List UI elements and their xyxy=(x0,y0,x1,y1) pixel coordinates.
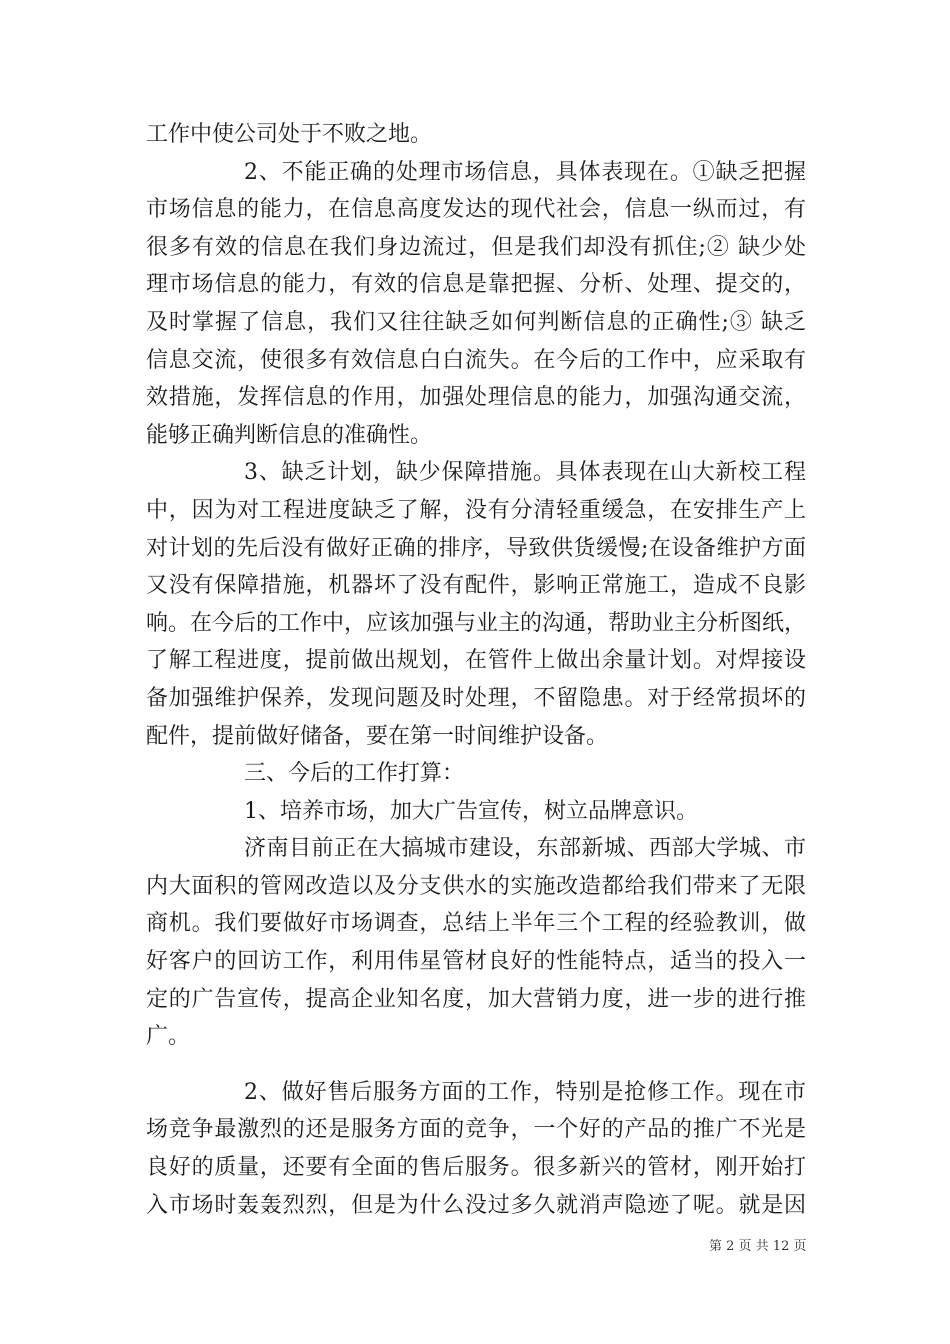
text-line: 商机。我们要做好市场调查，总结上半年三个工程的经验教训，做 xyxy=(146,911,806,937)
text-line: 对计划的先后没有做好正确的排序，导致供货缓慢;在设备维护方面 xyxy=(146,535,806,561)
text-line: 2、不能正确的处理市场信息，具体表现在。①缺乏把握 xyxy=(244,159,806,185)
text-line: 济南目前正在大搞城市建设，东部新城、西部大学城、市 xyxy=(244,836,806,862)
text-line: 3、缺乏计划，缺少保障措施。具体表现在山大新校工程 xyxy=(244,460,806,486)
text-line: 良好的质量，还要有全面的售后服务。很多新兴的管材，刚开始打 xyxy=(146,1155,806,1181)
text-line: 入市场时轰轰烈烈，但是为什么没过多久就消声隐迹了呢。就是因 xyxy=(146,1192,806,1218)
text-line: 场竞争最激烈的还是服务方面的竞争，一个好的产品的推广不光是 xyxy=(146,1117,806,1143)
text-line: 2、做好售后服务方面的工作，特别是抢修工作。现在市 xyxy=(244,1079,806,1105)
text-line: 市场信息的能力，在信息高度发达的现代社会，信息一纵而过，有 xyxy=(146,197,806,223)
text-line: 响。在今后的工作中，应该加强与业主的沟通，帮助业主分析图纸， xyxy=(146,610,807,636)
text-line: 又没有保障措施，机器坏了没有配件，影响正常施工，造成不良影 xyxy=(146,573,806,599)
text-line: 好客户的回访工作，利用伟星管材良好的性能特点，适当的投入一 xyxy=(146,949,806,975)
text-line: 理市场信息的能力，有效的信息是靠把握、分析、处理、提交的， xyxy=(146,272,806,298)
text-line: 很多有效的信息在我们身边流过，但是我们却没有抓住;② 缺少处 xyxy=(146,234,806,260)
text-line: 了解工程进度，提前做出规划，在管件上做出余量计划。对焊接设 xyxy=(146,648,806,674)
text-line: 中，因为对工程进度缺乏了解，没有分清轻重缓急，在安排生产上 xyxy=(146,497,806,523)
text-line: 能够正确判断信息的准确性。 xyxy=(146,422,433,448)
page-number: 第 2 页 共 12 页 xyxy=(709,1239,807,1254)
text-line: 及时掌握了信息，我们又往往缺乏如何判断信息的正确性;③ 缺乏 xyxy=(146,309,806,335)
text-line: 备加强维护保养，发现问题及时处理，不留隐患。对于经常损坏的 xyxy=(146,685,806,711)
text-line: 配件，提前做好储备，要在第一时间维护设备。 xyxy=(146,723,609,749)
section-heading: 三、今后的工作打算： xyxy=(244,761,465,787)
text-line: 定的广告宣传，提高企业知名度，加大营销力度，进一步的进行推 xyxy=(146,986,806,1012)
document-body xyxy=(146,116,806,1224)
text-line: 内大面积的管网改造以及分支供水的实施改造都给我们带来了无限 xyxy=(146,873,806,899)
text-line: 1、培养市场，加大广告宣传，树立品牌意识。 xyxy=(244,798,698,824)
text-line: 广。 xyxy=(146,1024,191,1050)
text-line: 效措施，发挥信息的作用，加强处理信息的能力，加强沟通交流， xyxy=(146,385,806,411)
text-line: 信息交流，使很多有效信息白白流失。在今后的工作中，应采取有 xyxy=(146,347,806,373)
text-line: 工作中使公司处于不败之地。 xyxy=(146,122,433,147)
